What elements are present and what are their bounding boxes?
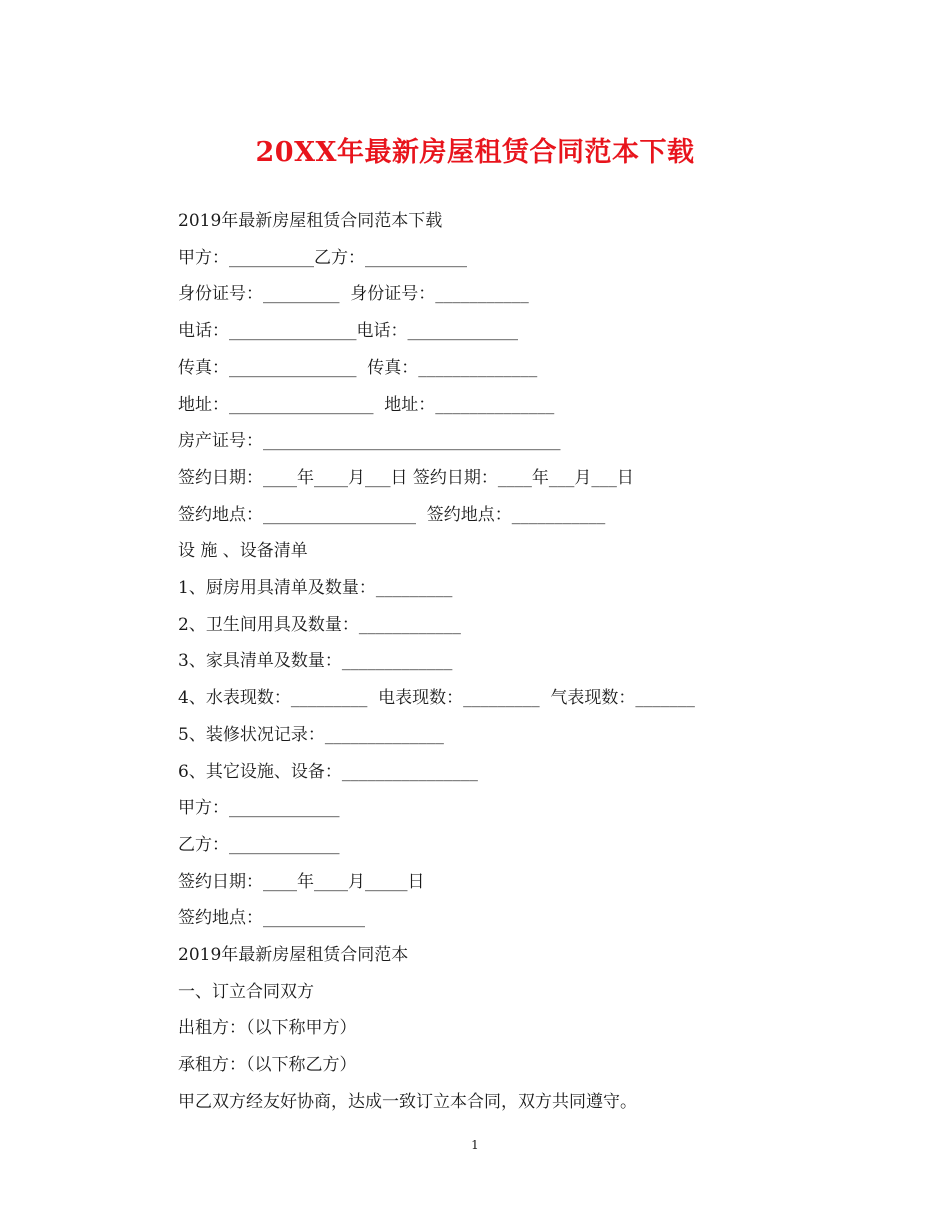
document-line: 2019年最新房屋租赁合同范本下载 <box>178 211 443 231</box>
document-line: 2、卫生间用具及数量：____________ <box>178 615 461 635</box>
document-line: 甲方：__________乙方：____________ <box>178 248 467 268</box>
document-line: 签约日期：____年____月_____日 <box>178 872 425 892</box>
document-line: 6、其它设施、设备：________________ <box>178 762 478 782</box>
document-line: 甲方：_____________ <box>178 798 340 818</box>
document-line: 地址：_________________ 地址：______________ <box>178 395 555 415</box>
document-line: 房产证号：___________________________________ <box>178 431 561 451</box>
document-line: 3、家具清单及数量：_____________ <box>178 651 453 671</box>
document-line: 一、订立合同双方 <box>178 982 314 1002</box>
document-line: 签约日期：____年____月___日 签约日期：____年___月___日 <box>178 468 634 488</box>
document-line: 签约地点：__________________ 签约地点：___________ <box>178 505 606 525</box>
document-line: 签约地点：____________ <box>178 908 365 928</box>
document-line: 身份证号：_________ 身份证号：___________ <box>178 284 529 304</box>
document-line: 出租方：（以下称甲方） <box>178 1018 357 1038</box>
document-title: 20XX年最新房屋租赁合同范本下载 <box>255 137 695 168</box>
document-line: 承租方：（以下称乙方） <box>178 1055 357 1075</box>
document-line: 1、厨房用具清单及数量：_________ <box>178 578 453 598</box>
document-line: 2019年最新房屋租赁合同范本 <box>178 945 409 965</box>
document-line: 甲乙双方经友好协商，达成一致订立本合同，双方共同遵守。 <box>178 1092 637 1112</box>
document-line: 设 施 、设备清单 <box>178 541 308 561</box>
document-line: 电话：_______________电话：_____________ <box>178 321 518 341</box>
document-line: 传真：_______________ 传真：______________ <box>178 358 538 378</box>
document-line: 乙方：_____________ <box>178 835 340 855</box>
document-line: 4、水表现数：_________ 电表现数：_________ 气表现数：_______ <box>178 688 695 708</box>
document-line: 5、装修状况记录：______________ <box>178 725 444 745</box>
page-number: 1 <box>471 1138 479 1152</box>
